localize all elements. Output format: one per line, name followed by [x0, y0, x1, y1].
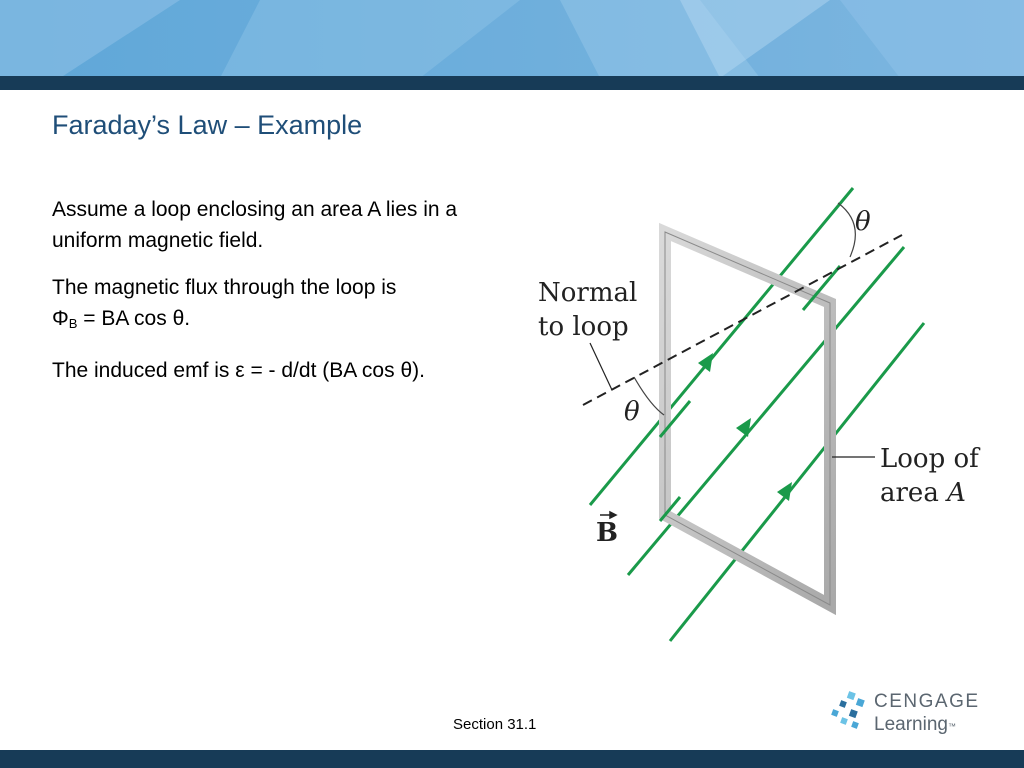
field-lines-back: [590, 188, 924, 641]
flux-symbol: Φ: [52, 307, 69, 330]
label-loop-area-var: A: [947, 478, 966, 508]
logo-text-cengage: CENGAGE: [874, 691, 980, 712]
arrowhead-2: [736, 418, 751, 437]
current-loop-frame: [665, 232, 830, 605]
label-theta-bottom: θ: [624, 397, 640, 427]
footer-section-label: Section 31.1: [453, 716, 537, 733]
cengage-logo: [828, 688, 988, 740]
body-text: [52, 194, 512, 402]
loop-field-diagram: [520, 175, 1000, 655]
paragraph-loop-assumption: Assume a loop enclosing an area A lies in a uniform magnetic field.: [52, 198, 458, 252]
label-theta-top: θ: [855, 207, 871, 237]
flux-subscript: B: [68, 316, 78, 331]
footer-bar: [0, 750, 1024, 768]
label-normal-line1: Normal: [538, 278, 638, 308]
label-field-b: B: [596, 518, 618, 548]
arrowhead-1: [698, 353, 713, 372]
logo-text-learning: [874, 714, 956, 736]
header-banner: [0, 0, 1024, 90]
cengage-logo-mark-icon: [828, 690, 872, 734]
flux-equation: = BA cos θ.: [77, 307, 191, 330]
angle-arc-top: [838, 203, 855, 257]
field-line-1: [590, 188, 853, 505]
paragraph-magnetic-flux: [52, 272, 512, 339]
label-normal-line2: to loop: [538, 312, 629, 342]
flux-lead-text: The magnetic flux through the loop is: [52, 276, 397, 299]
field-arrowheads: [698, 353, 792, 501]
paragraph-induced-emf: The induced emf is ε = - d/dt (BA cos θ).: [52, 359, 425, 382]
slide-title: Faraday’s Law – Example: [52, 110, 363, 140]
normal-leader-line: [590, 343, 612, 390]
label-loop-line1: Loop of: [880, 444, 979, 474]
label-loop-area-prefix: area: [880, 478, 948, 508]
logo-trademark: ™: [947, 722, 956, 731]
logo-learning-word: Learning: [874, 714, 948, 735]
label-loop-line2: [880, 478, 966, 508]
